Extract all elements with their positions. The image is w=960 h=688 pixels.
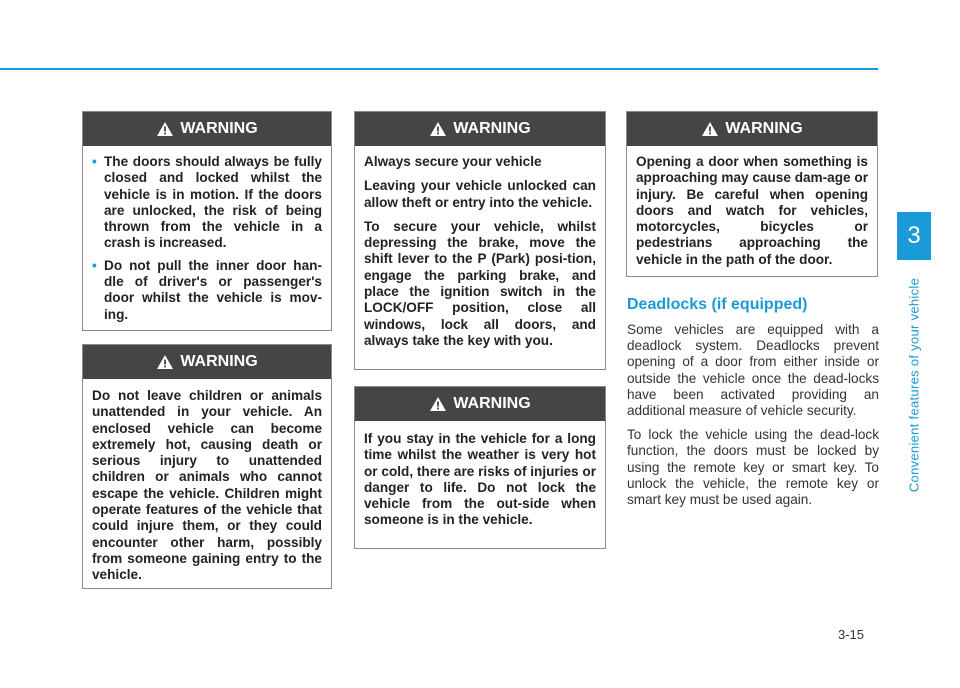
warning-label: WARNING: [725, 120, 803, 137]
warning-triangle-icon: [429, 121, 447, 137]
warning-triangle-icon: [156, 354, 174, 370]
warning-box-opening: [626, 111, 878, 277]
warning-text: Opening a door when something is approaching may cause dam-age or injury. Be careful when opening doors and watch for vehicles, motorcycles, bicycles or pedestrians approaching the vehicle in the path of the door.: [636, 154, 868, 267]
warning-header: [83, 345, 331, 379]
warning-text: Do not leave children or animals unattended in your vehicle. An enclosed vehicle can become extremely hot, causing death or serious injury to unattended children or animals who cannot escape the vehicle. Children might operate features of the vehicle that could injure them, or they could encounter other harm, possibly from someone gaining entry to the vehicle.: [92, 388, 322, 583]
warning-text: To secure your vehicle, whilst depressing the brake, move the shift lever to the P (Park) posi-tion, engage the parking brake, and place the ignition switch in the LOCK/OFF position, close all windows, lock all doors, and always take the key with you.: [364, 218, 596, 348]
warning-box-weather: [354, 386, 606, 549]
warning-header: [355, 112, 605, 146]
warning-label: WARNING: [180, 120, 258, 137]
warning-header: [627, 112, 877, 146]
top-rule: [0, 68, 878, 70]
warning-triangle-icon: [429, 396, 447, 412]
warning-subheading: Always secure your vehicle: [364, 154, 542, 169]
warning-header: [83, 112, 331, 146]
warning-label: WARNING: [453, 120, 531, 137]
bullet-item: • Do not pull the inner door han-dle of driver's or passenger's door whilst the vehicle is mov-ing.: [92, 258, 322, 323]
warning-box-doors: [82, 111, 332, 331]
warning-box-secure: [354, 111, 606, 370]
warning-label: WARNING: [180, 353, 258, 370]
warning-text: Leaving your vehicle unlocked can allow theft or entry into the vehicle.: [364, 178, 596, 210]
warning-label: WARNING: [453, 395, 531, 412]
body-paragraph: Some vehicles are equipped with a deadlock system. Deadlocks prevent opening of a door from either inside or outside the vehicle once the dead-locks have been activated providing an additional measure of vehicle security.: [627, 322, 879, 419]
section-body-deadlocks: [627, 322, 879, 516]
chapter-title: Convenient features of your vehicle: [906, 277, 922, 493]
page-number: 3-15: [838, 627, 865, 642]
chapter-title-sidebar: [896, 270, 932, 500]
warning-text: If you stay in the vehicle for a long time whilst the weather is very hot or cold, there are risks of injuries or danger to life. Do not lock the vehicle from the out-side when someone is in the vehicle.: [364, 431, 596, 528]
bullet-item: • The doors should always be fully closed and locked whilst the vehicle is in motion. If the doors are unlocked, the risk of being thrown from the vehicle in a crash is increased.: [92, 154, 322, 252]
warning-triangle-icon: [156, 121, 174, 137]
section-heading-deadlocks: Deadlocks (if equipped): [627, 296, 808, 313]
body-paragraph: To lock the vehicle using the dead-lock function, the doors must be locked by using the remote key or smart key. To unlock the vehicle, the remote key or smart key must be used again.: [627, 427, 879, 508]
warning-header: [355, 387, 605, 421]
warning-box-children: [82, 344, 332, 589]
chapter-number-tab: 3: [897, 212, 931, 260]
warning-triangle-icon: [701, 121, 719, 137]
